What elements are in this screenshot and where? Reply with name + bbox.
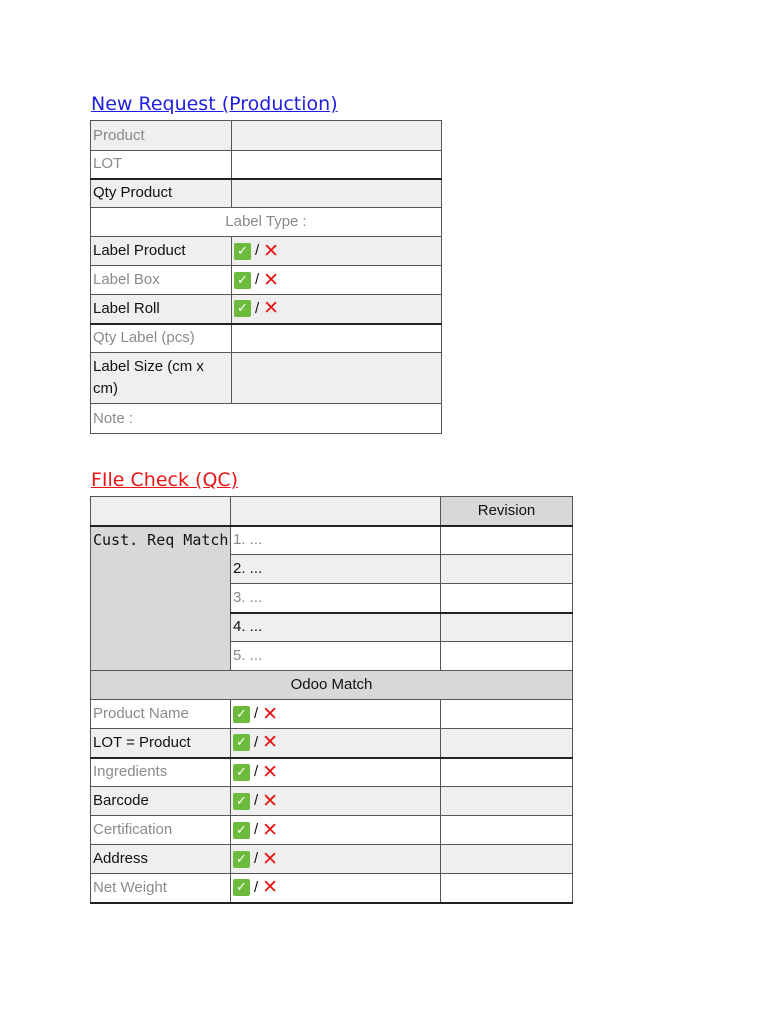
- odoo-check[interactable]: [231, 758, 441, 787]
- revision-cell[interactable]: [441, 613, 573, 642]
- product-label: Product: [91, 121, 232, 151]
- check-icon[interactable]: ✓: [234, 300, 251, 317]
- cust-item-4[interactable]: 4. ...: [231, 613, 441, 642]
- check-icon[interactable]: ✓: [233, 793, 250, 810]
- label-product-check[interactable]: [232, 237, 442, 266]
- revision-cell[interactable]: [441, 526, 573, 555]
- odoo-check[interactable]: [231, 845, 441, 874]
- revision-cell[interactable]: [441, 816, 573, 845]
- lot-label: LOT: [91, 151, 232, 179]
- check-icon[interactable]: ✓: [233, 851, 250, 868]
- check-icon[interactable]: ✓: [233, 879, 250, 896]
- revision-cell[interactable]: [441, 874, 573, 903]
- revision-header: Revision: [441, 497, 573, 526]
- label-roll-check[interactable]: [232, 295, 442, 324]
- separator: /: [254, 821, 259, 839]
- qc-table: [90, 496, 573, 904]
- label-box-check[interactable]: [232, 266, 442, 295]
- cust-req-match-label: Cust. Req Match: [91, 526, 231, 671]
- odoo-check[interactable]: [231, 729, 441, 758]
- cross-icon[interactable]: ✕: [262, 760, 279, 783]
- label-size-label: Label Size (cm x cm): [91, 353, 232, 404]
- separator: /: [254, 850, 259, 868]
- label-roll-label: Label Roll: [91, 295, 232, 324]
- revision-cell[interactable]: [441, 700, 573, 729]
- check-icon[interactable]: ✓: [233, 764, 250, 781]
- cross-icon[interactable]: ✕: [263, 297, 280, 320]
- new-request-table: [90, 120, 442, 434]
- check-icon[interactable]: ✓: [234, 243, 251, 260]
- form-title: New Request (Production): [91, 93, 338, 115]
- separator: /: [254, 705, 259, 723]
- cross-icon[interactable]: ✕: [262, 789, 279, 812]
- qty-label-value[interactable]: [232, 324, 442, 353]
- cross-icon[interactable]: ✕: [262, 702, 279, 725]
- check-icon[interactable]: ✓: [233, 822, 250, 839]
- separator: /: [254, 763, 259, 781]
- revision-cell[interactable]: [441, 787, 573, 816]
- odoo-row-label: Barcode: [91, 787, 231, 816]
- odoo-check[interactable]: [231, 700, 441, 729]
- cross-icon[interactable]: ✕: [262, 731, 279, 754]
- revision-cell[interactable]: [441, 555, 573, 584]
- separator: /: [254, 792, 259, 810]
- qty-product-value[interactable]: [232, 179, 442, 208]
- qty-product-label: Qty Product: [91, 179, 232, 208]
- revision-cell[interactable]: [441, 584, 573, 613]
- odoo-row-label: Product Name: [91, 700, 231, 729]
- separator: /: [255, 299, 260, 317]
- revision-cell[interactable]: [441, 845, 573, 874]
- revision-cell[interactable]: [441, 642, 573, 671]
- header-blank-1: [91, 497, 231, 526]
- odoo-match-header: Odoo Match: [91, 671, 573, 700]
- cross-icon[interactable]: ✕: [262, 818, 279, 841]
- cross-icon[interactable]: ✕: [263, 268, 280, 291]
- cust-item-2[interactable]: 2. ...: [231, 555, 441, 584]
- cross-icon[interactable]: ✕: [263, 239, 280, 262]
- odoo-check[interactable]: [231, 787, 441, 816]
- cross-icon[interactable]: ✕: [262, 847, 279, 870]
- cust-item-3[interactable]: 3. ...: [231, 584, 441, 613]
- separator: /: [254, 733, 259, 751]
- odoo-row-label: Certification: [91, 816, 231, 845]
- label-product-label: Label Product: [91, 237, 232, 266]
- odoo-check[interactable]: [231, 874, 441, 903]
- revision-cell[interactable]: [441, 758, 573, 787]
- check-icon[interactable]: ✓: [234, 272, 251, 289]
- odoo-row-label: Address: [91, 845, 231, 874]
- odoo-row-label: LOT = Product: [91, 729, 231, 758]
- cust-item-1[interactable]: 1. ...: [231, 526, 441, 555]
- label-box-label: Label Box: [91, 266, 232, 295]
- revision-cell[interactable]: [441, 729, 573, 758]
- odoo-row-label: Ingredients: [91, 758, 231, 787]
- label-type-header: Label Type :: [91, 208, 442, 237]
- separator: /: [254, 878, 259, 896]
- qty-label-label: Qty Label (pcs): [91, 324, 232, 353]
- note-field[interactable]: Note :: [91, 404, 442, 434]
- product-value[interactable]: [232, 121, 442, 151]
- separator: /: [255, 271, 260, 289]
- odoo-check[interactable]: [231, 816, 441, 845]
- check-icon[interactable]: ✓: [233, 706, 250, 723]
- check-icon[interactable]: ✓: [233, 734, 250, 751]
- cust-item-5[interactable]: 5. ...: [231, 642, 441, 671]
- cross-icon[interactable]: ✕: [262, 876, 279, 899]
- header-blank-2: [231, 497, 441, 526]
- odoo-row-label: Net Weight: [91, 874, 231, 903]
- label-size-value[interactable]: [232, 353, 442, 404]
- lot-value[interactable]: [232, 151, 442, 179]
- qc-title: FIle Check (QC): [91, 469, 239, 491]
- separator: /: [255, 242, 260, 260]
